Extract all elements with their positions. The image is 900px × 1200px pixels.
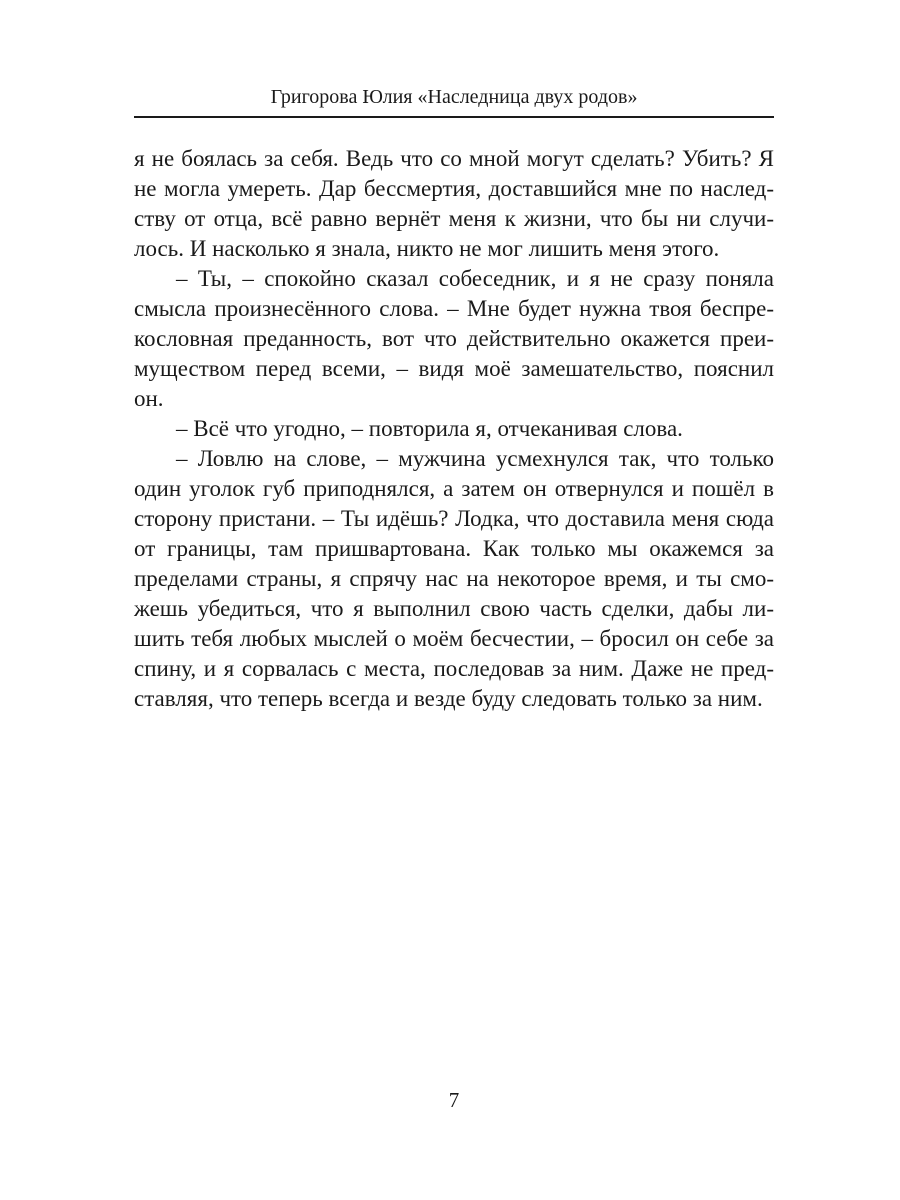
text-line: смысла произнесённого слова. – Мне будет нужна твоя беспре- <box>134 296 774 321</box>
body-text <box>134 144 774 714</box>
text-line: один уголок губ приподнялся, а затем он отвернулся и пошёл в <box>134 476 774 501</box>
text-line: лось. И насколько я знала, никто не мог лишить меня этого. <box>134 236 720 261</box>
page-number: 7 <box>448 1088 460 1112</box>
text-line: я не боялась за себя. Ведь что со мной могут сделать? Убить? Я <box>134 146 774 171</box>
header-title: Григорова Юлия «Наследница двух родов» <box>270 86 638 108</box>
text-line: сторону пристани. – Ты идёшь? Лодка, что доставила меня сюда <box>134 506 774 531</box>
text-line: ставляя, что теперь всегда и везде буду следовать только за ним. <box>134 686 763 711</box>
text-line: от границы, там пришвартована. Как только мы окажемся за <box>134 536 774 561</box>
text-line: – Ловлю на слове, – мужчина усмехнулся так, что только <box>176 446 774 471</box>
text-line: не могла умереть. Дар бессмертия, доставшийся мне по наслед- <box>134 176 774 201</box>
text-line: шить тебя любых мыслей о моём бесчестии, – бросил он себе за <box>134 626 774 651</box>
text-line: он. <box>134 386 164 411</box>
text-line: муществом перед всеми, – видя моё замешательство, пояснил <box>134 356 774 381</box>
text-line: спину, и я сорвалась с места, последовав за ним. Даже не пред- <box>134 656 774 681</box>
text-line: – Всё что угодно, – повторила я, отчеканивая слова. <box>176 416 683 441</box>
text-line: ству от отца, всё равно вернёт меня к жизни, что бы ни случи- <box>134 206 774 231</box>
text-line: – Ты, – спокойно сказал собеседник, и я не сразу поняла <box>176 266 774 291</box>
text-line: пределами страны, я спрячу нас на некоторое время, и ты смо- <box>134 566 774 591</box>
text-line: кословная преданность, вот что действительно окажется преи- <box>134 326 774 351</box>
text-line: жешь убедиться, что я выполнил свою часть сделки, дабы ли- <box>134 596 774 621</box>
running-header <box>134 84 774 118</box>
